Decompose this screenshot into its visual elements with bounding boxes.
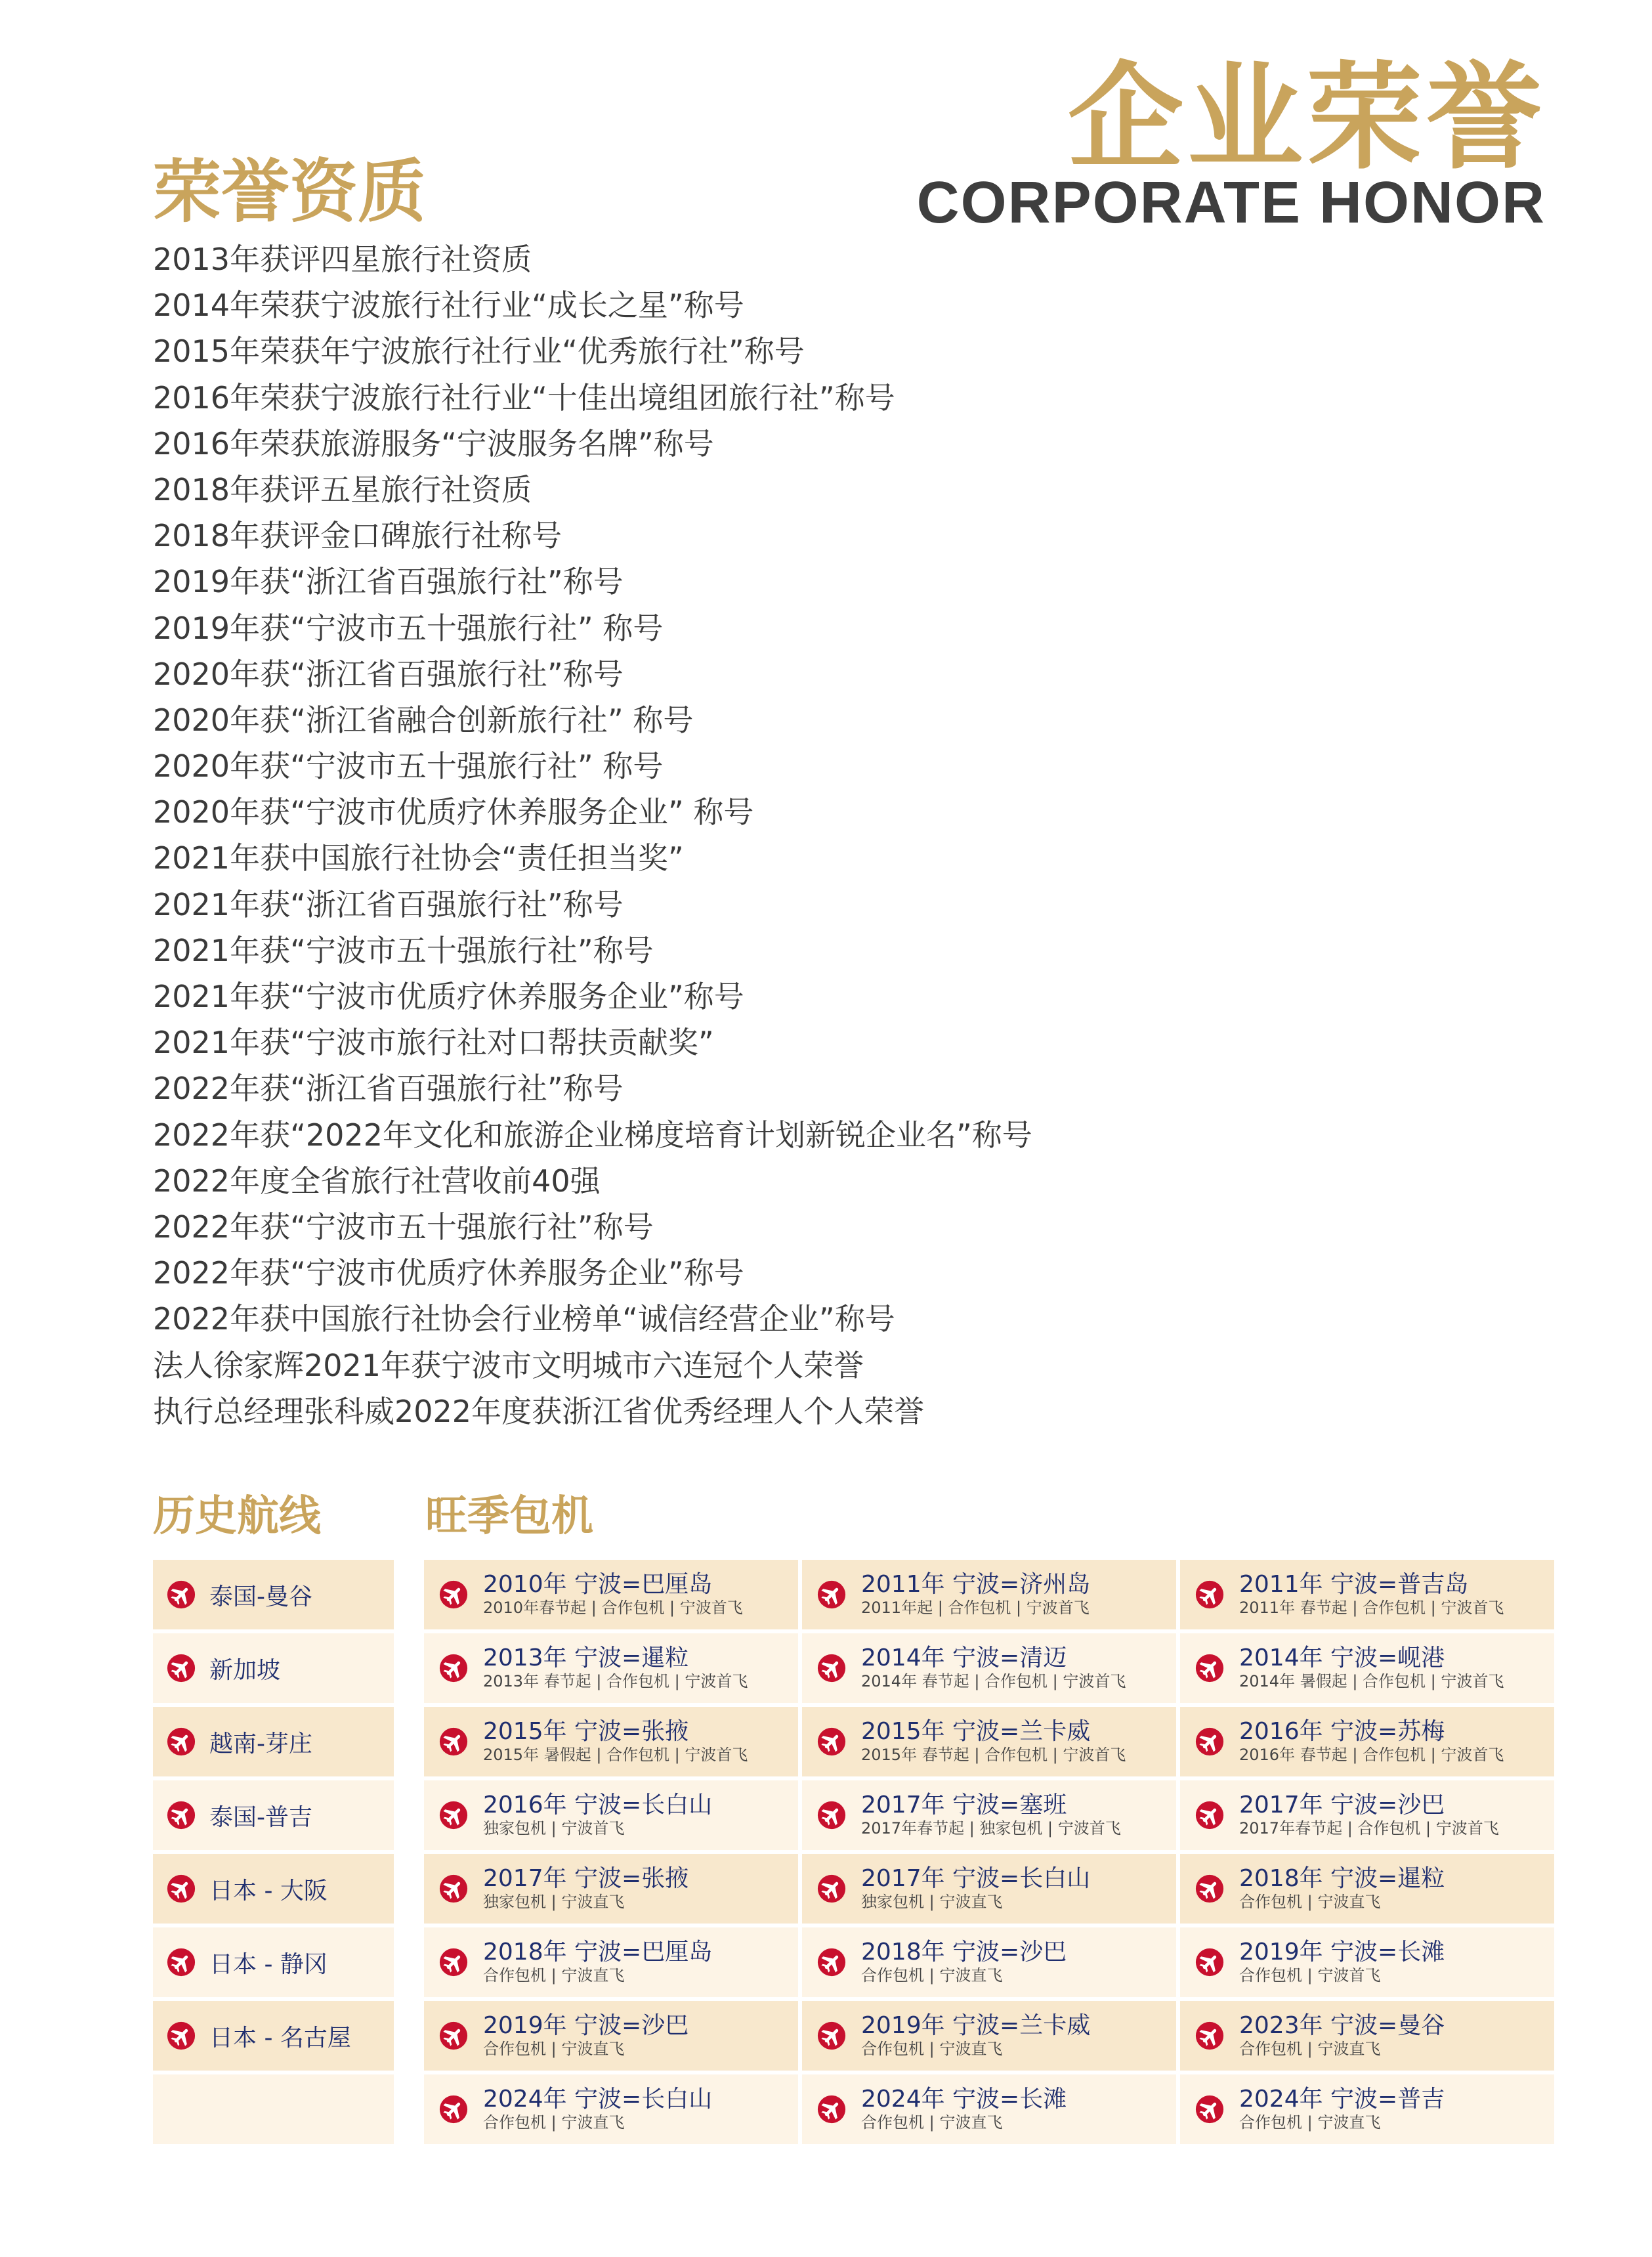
plane-icon bbox=[438, 2021, 469, 2051]
history-route-label: 越南-芽庄 bbox=[209, 1730, 312, 1757]
charter-text bbox=[1239, 1792, 1499, 1839]
charter-text bbox=[861, 1939, 1067, 1987]
plane-icon bbox=[816, 1653, 847, 1683]
plane-icon bbox=[1195, 1874, 1225, 1904]
charter-text bbox=[861, 1792, 1121, 1839]
history-route-item bbox=[153, 2001, 394, 2071]
charter-route: 2024年 宁波=长白山 bbox=[483, 2085, 713, 2113]
charter-route: 2017年 宁波=沙巴 bbox=[1239, 1791, 1445, 1818]
plane-icon bbox=[1195, 1580, 1225, 1610]
charter-text bbox=[1239, 1571, 1504, 1619]
history-route-label: 新加坡 bbox=[209, 1656, 281, 1684]
charter-route: 2016年 宁波=苏梅 bbox=[1239, 1717, 1445, 1745]
honor-item: 2016年荣获宁波旅行社行业“十佳出境组团旅行社”称号 bbox=[153, 379, 895, 416]
charter-text bbox=[861, 1865, 1090, 1913]
history-route-item bbox=[153, 1707, 394, 1776]
charter-cell bbox=[1180, 1707, 1554, 1776]
charter-detail: 独家包机 | 宁波直飞 bbox=[861, 1893, 1003, 1912]
honor-item: 2020年获“宁波市优质疗休养服务企业” 称号 bbox=[153, 794, 754, 830]
page-subtitle: CORPORATE HONOR bbox=[916, 170, 1546, 236]
charter-detail: 2015年 暑假起 | 合作包机 | 宁波首飞 bbox=[483, 1746, 748, 1765]
charter-route: 2011年 宁波=普吉岛 bbox=[1239, 1570, 1469, 1598]
charter-route: 2015年 宁波=兰卡威 bbox=[861, 1717, 1091, 1745]
plane-icon bbox=[1195, 1800, 1225, 1830]
charter-text bbox=[1239, 1939, 1445, 1987]
charter-detail: 2016年 春节起 | 合作包机 | 宁波首飞 bbox=[1239, 1746, 1504, 1765]
honor-item: 2014年荣获宁波旅行社行业“成长之星”称号 bbox=[153, 288, 744, 324]
history-route-label: 泰国-普吉 bbox=[209, 1803, 312, 1831]
charter-cell bbox=[802, 1927, 1176, 1997]
charter-grid bbox=[424, 1560, 1554, 2144]
charter-text bbox=[1239, 1718, 1504, 1766]
history-route-item bbox=[153, 1854, 394, 1924]
charter-cell bbox=[424, 2001, 798, 2071]
charter-text bbox=[861, 1718, 1126, 1766]
charter-route: 2014年 宁波=岘港 bbox=[1239, 1644, 1445, 1671]
charter-route: 2017年 宁波=张掖 bbox=[483, 1864, 689, 1892]
history-route-item bbox=[153, 1633, 394, 1703]
honor-item: 2019年获“浙江省百强旅行社”称号 bbox=[153, 564, 624, 600]
honor-item: 2019年获“宁波市五十强旅行社” 称号 bbox=[153, 610, 664, 646]
charter-route: 2024年 宁波=长滩 bbox=[861, 2085, 1067, 2113]
plane-icon bbox=[816, 2021, 847, 2051]
charter-detail: 2014年 暑假起 | 合作包机 | 宁波首飞 bbox=[1239, 1672, 1504, 1691]
honors-heading: 荣誉资质 bbox=[153, 152, 427, 232]
charter-detail: 独家包机 | 宁波首飞 bbox=[483, 1819, 625, 1838]
plane-icon bbox=[816, 1874, 847, 1904]
charter-cell bbox=[802, 2074, 1176, 2144]
honor-item: 2021年获“宁波市优质疗休养服务企业”称号 bbox=[153, 979, 744, 1014]
plane-icon bbox=[166, 1580, 196, 1610]
charter-route: 2019年 宁波=长滩 bbox=[1239, 1938, 1445, 1966]
charter-cell bbox=[802, 1707, 1176, 1776]
charter-route: 2011年 宁波=济州岛 bbox=[861, 1570, 1091, 1598]
plane-icon bbox=[166, 1947, 196, 1977]
plane-icon bbox=[166, 1727, 196, 1757]
plane-icon bbox=[816, 1727, 847, 1757]
honor-item: 2021年获中国旅行社协会“责任担当奖” bbox=[153, 840, 684, 876]
honor-item: 2020年获“宁波市五十强旅行社” 称号 bbox=[153, 748, 664, 785]
charter-route: 2015年 宁波=张掖 bbox=[483, 1717, 689, 1745]
charter-text bbox=[483, 1644, 748, 1692]
charter-detail: 2011年 春节起 | 合作包机 | 宁波首飞 bbox=[1239, 1599, 1504, 1618]
plane-icon bbox=[166, 2021, 196, 2051]
plane-icon bbox=[1195, 1727, 1225, 1757]
charter-detail: 合作包机 | 宁波直飞 bbox=[483, 1966, 625, 1985]
charter-route: 2019年 宁波=沙巴 bbox=[483, 2011, 689, 2039]
history-empty-cell bbox=[153, 2074, 394, 2144]
honor-item: 2013年获评四星旅行社资质 bbox=[153, 242, 532, 277]
honor-item: 2020年获“浙江省百强旅行社”称号 bbox=[153, 656, 624, 692]
charter-cell bbox=[802, 1854, 1176, 1924]
charter-detail: 合作包机 | 宁波直飞 bbox=[483, 2113, 625, 2132]
charter-route: 2019年 宁波=兰卡威 bbox=[861, 2011, 1091, 2039]
honor-item: 执行总经理张科威2022年度获浙江省优秀经理人个人荣誉 bbox=[153, 1393, 925, 1429]
charter-text bbox=[1239, 2086, 1445, 2134]
plane-icon bbox=[1195, 2094, 1225, 2124]
plane-icon bbox=[166, 1800, 196, 1830]
honor-item: 2016年荣获旅游服务“宁波服务名牌”称号 bbox=[153, 425, 714, 462]
history-route-item bbox=[153, 1560, 394, 1629]
history-routes-table bbox=[153, 1560, 394, 2148]
charter-route: 2017年 宁波=长白山 bbox=[861, 1864, 1091, 1892]
charter-route: 2017年 宁波=塞班 bbox=[861, 1791, 1067, 1818]
charter-text bbox=[861, 2012, 1090, 2060]
charter-detail: 合作包机 | 宁波直飞 bbox=[861, 2113, 1003, 2132]
plane-icon bbox=[438, 1800, 469, 1830]
charter-route: 2013年 宁波=暹粒 bbox=[483, 1644, 689, 1671]
plane-icon bbox=[816, 1947, 847, 1977]
charter-route: 2024年 宁波=普吉 bbox=[1239, 2085, 1445, 2113]
charter-detail: 合作包机 | 宁波直飞 bbox=[1239, 2113, 1381, 2132]
plane-icon bbox=[816, 1580, 847, 1610]
charter-route: 2014年 宁波=清迈 bbox=[861, 1644, 1067, 1671]
charter-detail: 2017年春节起 | 合作包机 | 宁波首飞 bbox=[1239, 1819, 1499, 1838]
charter-cell bbox=[1180, 2001, 1554, 2071]
charter-detail: 2013年 春节起 | 合作包机 | 宁波首飞 bbox=[483, 1672, 748, 1691]
charter-route: 2010年 宁波=巴厘岛 bbox=[483, 1570, 713, 1598]
honor-item: 2018年获评五星旅行社资质 bbox=[153, 471, 532, 507]
charter-cell bbox=[802, 1780, 1176, 1850]
charter-route: 2018年 宁波=暹粒 bbox=[1239, 1864, 1445, 1892]
charter-text bbox=[483, 1792, 712, 1839]
honor-item: 2021年获“宁波市五十强旅行社”称号 bbox=[153, 932, 654, 968]
charter-text bbox=[861, 1571, 1090, 1619]
charter-cell bbox=[424, 1854, 798, 1924]
charter-text bbox=[483, 1718, 748, 1766]
charter-text bbox=[1239, 2012, 1445, 2060]
history-route-label: 日本 - 大阪 bbox=[209, 1877, 328, 1904]
page-title: 企业荣誉 bbox=[1067, 51, 1546, 185]
charter-detail: 2010年春节起 | 合作包机 | 宁波首飞 bbox=[483, 1599, 743, 1618]
charter-detail: 合作包机 | 宁波直飞 bbox=[1239, 1893, 1381, 1912]
plane-icon bbox=[438, 1727, 469, 1757]
honor-item: 2021年获“宁波市旅行社对口帮扶贡献奖” bbox=[153, 1025, 714, 1061]
honor-item: 2022年获“浙江省百强旅行社”称号 bbox=[153, 1071, 624, 1107]
charter-text bbox=[483, 1939, 712, 1987]
plane-icon bbox=[438, 1947, 469, 1977]
history-route-item bbox=[153, 1780, 394, 1850]
charter-route: 2023年 宁波=曼谷 bbox=[1239, 2011, 1445, 2039]
honor-item: 2022年获中国旅行社协会行业榜单“诚信经营企业”称号 bbox=[153, 1301, 895, 1337]
plane-icon bbox=[166, 1874, 196, 1904]
charter-cell bbox=[424, 1927, 798, 1997]
charter-heading: 旺季包机 bbox=[425, 1492, 593, 1541]
plane-icon bbox=[816, 2094, 847, 2124]
honor-item: 法人徐家辉2021年获宁波市文明城市六连冠个人荣誉 bbox=[153, 1347, 864, 1383]
honor-item: 2015年荣获年宁波旅行社行业“优秀旅行社”称号 bbox=[153, 333, 805, 370]
charter-cell bbox=[424, 1707, 798, 1776]
charter-detail: 2014年 春节起 | 合作包机 | 宁波首飞 bbox=[861, 1672, 1126, 1691]
charter-cell bbox=[802, 2001, 1176, 2071]
charter-text bbox=[1239, 1865, 1445, 1913]
charter-cell bbox=[1180, 2074, 1554, 2144]
charter-text bbox=[861, 2086, 1067, 2134]
plane-icon bbox=[438, 2094, 469, 2124]
charter-detail: 合作包机 | 宁波直飞 bbox=[1239, 2040, 1381, 2059]
honor-item: 2022年获“2022年文化和旅游企业梯度培育计划新锐企业名”称号 bbox=[153, 1117, 1032, 1153]
charter-cell bbox=[1180, 1633, 1554, 1703]
charter-cell bbox=[1180, 1560, 1554, 1629]
charter-cell bbox=[1180, 1854, 1554, 1924]
plane-icon bbox=[438, 1874, 469, 1904]
charter-route: 2018年 宁波=巴厘岛 bbox=[483, 1938, 713, 1966]
charter-text bbox=[483, 1865, 688, 1913]
plane-icon bbox=[1195, 2021, 1225, 2051]
history-route-label: 日本 - 名古屋 bbox=[209, 2024, 351, 2052]
charter-cell bbox=[424, 1560, 798, 1629]
charter-detail: 合作包机 | 宁波直飞 bbox=[861, 1966, 1003, 1985]
charter-detail: 2015年 春节起 | 合作包机 | 宁波首飞 bbox=[861, 1746, 1126, 1765]
plane-icon bbox=[166, 1653, 196, 1683]
honor-item: 2022年获“宁波市五十强旅行社”称号 bbox=[153, 1209, 654, 1245]
charter-detail: 合作包机 | 宁波首飞 bbox=[1239, 1966, 1381, 1985]
charter-text bbox=[483, 1571, 743, 1619]
charter-detail: 独家包机 | 宁波直飞 bbox=[483, 1893, 625, 1912]
plane-icon bbox=[1195, 1653, 1225, 1683]
charter-text bbox=[861, 1644, 1126, 1692]
plane-icon bbox=[816, 1800, 847, 1830]
history-heading: 历史航线 bbox=[153, 1492, 321, 1541]
honors-list bbox=[153, 236, 1032, 1434]
charter-cell bbox=[1180, 1780, 1554, 1850]
charter-cell bbox=[802, 1560, 1176, 1629]
honor-item: 2020年获“浙江省融合创新旅行社” 称号 bbox=[153, 702, 694, 738]
charter-detail: 2017年春节起 | 独家包机 | 宁波首飞 bbox=[861, 1819, 1121, 1838]
charter-cell bbox=[424, 2074, 798, 2144]
charter-detail: 2011年起 | 合作包机 | 宁波首飞 bbox=[861, 1599, 1090, 1618]
plane-icon bbox=[438, 1653, 469, 1683]
history-route-label: 日本 - 静冈 bbox=[209, 1950, 328, 1978]
charter-text bbox=[1239, 1644, 1504, 1692]
charter-route: 2016年 宁波=长白山 bbox=[483, 1791, 713, 1818]
honor-item: 2022年度全省旅行社营收前40强 bbox=[153, 1163, 601, 1199]
charter-cell bbox=[802, 1633, 1176, 1703]
honor-item: 2018年获评金口碑旅行社称号 bbox=[153, 518, 562, 554]
honor-item: 2021年获“浙江省百强旅行社”称号 bbox=[153, 886, 624, 922]
plane-icon bbox=[438, 1580, 469, 1610]
history-route-label: 泰国-曼谷 bbox=[209, 1583, 312, 1610]
charter-cell bbox=[424, 1780, 798, 1850]
charter-detail: 合作包机 | 宁波直飞 bbox=[483, 2040, 625, 2059]
honor-item: 2022年获“宁波市优质疗休养服务企业”称号 bbox=[153, 1255, 744, 1291]
plane-icon bbox=[1195, 1947, 1225, 1977]
charter-text bbox=[483, 2086, 712, 2134]
charter-detail: 合作包机 | 宁波直飞 bbox=[861, 2040, 1003, 2059]
charter-cell bbox=[424, 1633, 798, 1703]
charter-cell bbox=[1180, 1927, 1554, 1997]
history-route-item bbox=[153, 1927, 394, 1997]
charter-route: 2018年 宁波=沙巴 bbox=[861, 1938, 1067, 1966]
charter-text bbox=[483, 2012, 688, 2060]
